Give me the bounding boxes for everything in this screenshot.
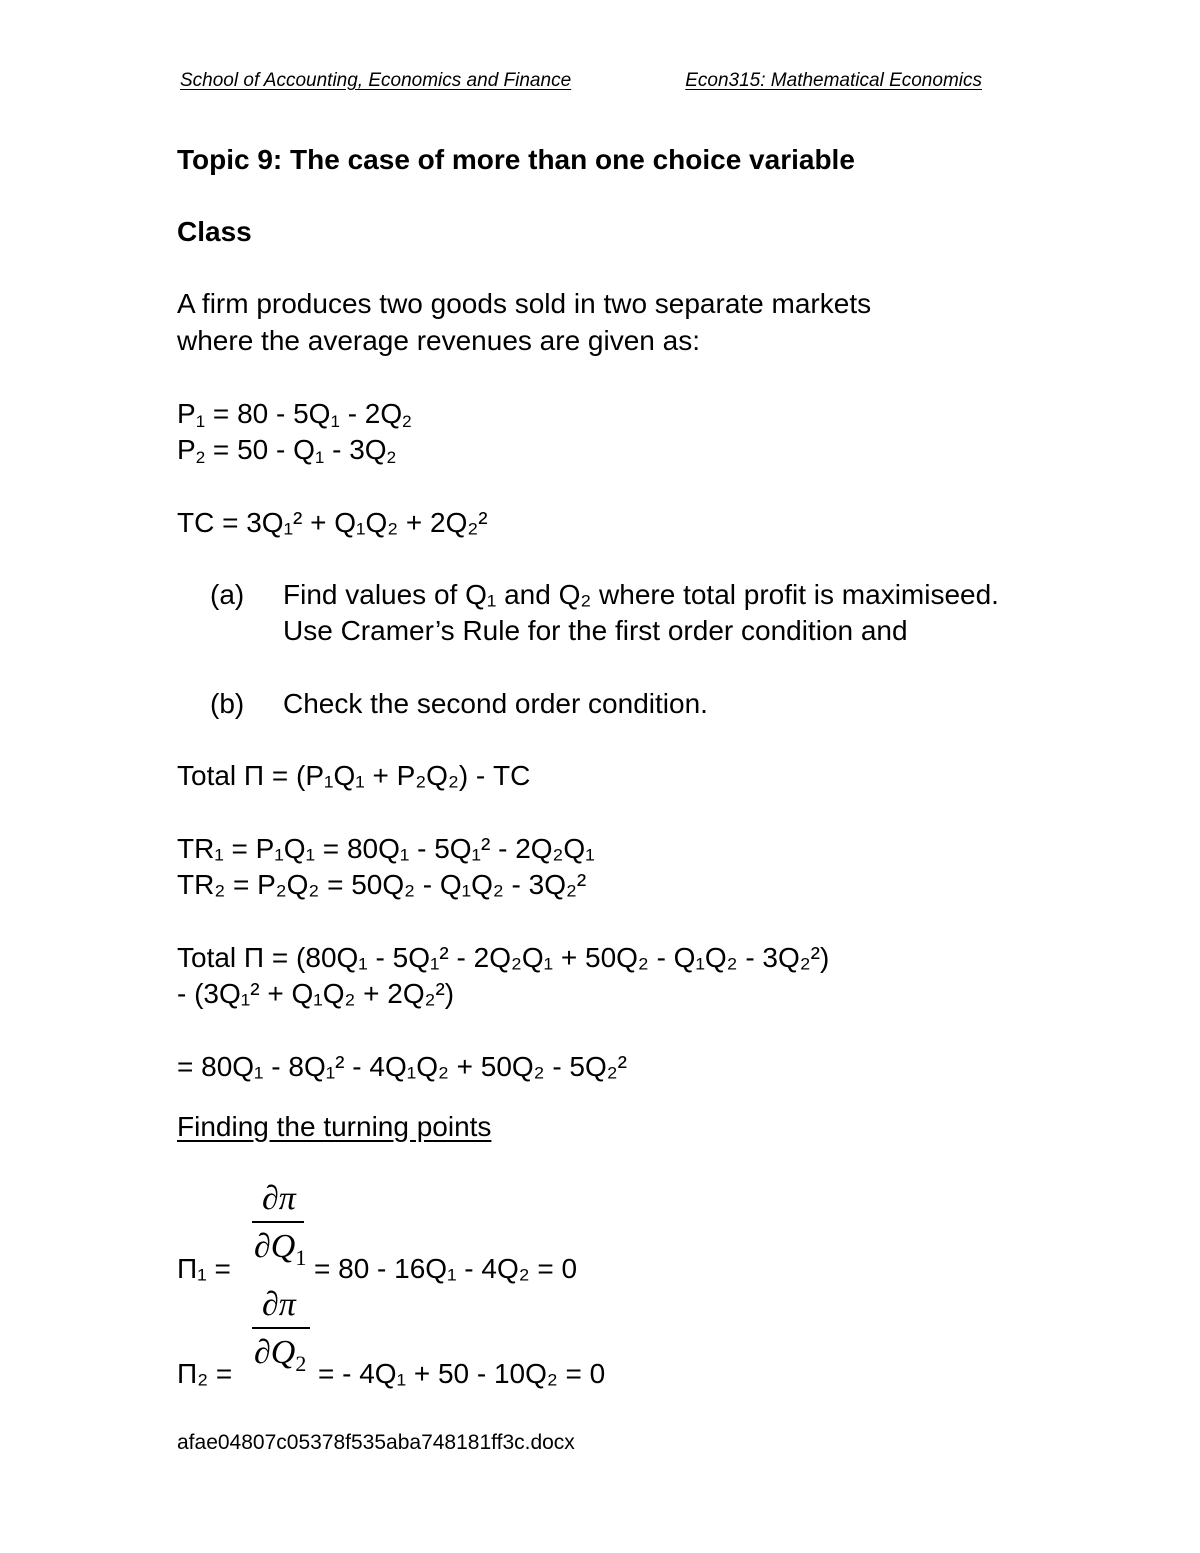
total-profit-expanded-1: Total Π = (80Q₁ - 5Q₁² - 2Q₂Q₁ + 50Q₂ - Q₁Q₂ - 3Q₂²) [177,942,830,973]
intro-line-2: where the average revenues are given as: [177,325,700,356]
total-profit-definition: Total Π = (P₁Q₁ + P₂Q₂) - TC [177,760,531,791]
pi1-fraction-bar [252,1221,304,1223]
equation-tr2: TR₂ = P₂Q₂ = 50Q₂ - Q₁Q₂ - 3Q₂² [177,869,587,900]
pi2-equation: = - 4Q₁ + 50 - 10Q₂ = 0 [318,1358,606,1389]
question-a-text: Find values of Q₁ and Q₂ where total profit is maximiseed. Use Cramer’s Rule for the first order condition and [283,579,999,646]
header-course: Econ315: Mathematical Economics [685,70,982,91]
total-profit-expanded-2: - (3Q₁² + Q₁Q₂ + 2Q₂²) [177,978,455,1009]
pi1-numerator: ∂π [262,1180,296,1217]
pi1-lhs: Π₁ = [177,1253,231,1284]
footer-filename: afae04807c05378f535aba748181ff3c.docx [177,1431,575,1454]
turning-points-heading: Finding the turning points [177,1111,492,1142]
pi2-lhs: Π₂ = [177,1358,233,1389]
pi2-numerator: ∂π [262,1286,296,1323]
equation-tc: TC = 3Q₁² + Q₁Q₂ + 2Q₂² [177,507,488,538]
equation-p1: $P_1 = 80 - 5Q_1 - 2Q_2$ [177,398,412,431]
total-profit-simplified: = 80Q₁ - 8Q₁² - 4Q₁Q₂ + 50Q₂ - 5Q₂² [177,1051,627,1082]
equation-p2: $P_2 = 50 - Q_1 - 3Q_2$ [177,434,397,467]
question-b-text: Check the second order condition. [283,688,708,719]
pi2-fraction-bar [252,1327,310,1329]
pi1-equation: = 80 - 16Q₁ - 4Q₂ = 0 [314,1253,578,1284]
pi2-denominator: $\partial Q_2$ [254,1334,307,1376]
header-school: School of Accounting, Economics and Finance [180,70,572,91]
equation-tr1: TR₁ = P₁Q₁ = 80Q₁ - 5Q₁² - 2Q₂Q₁ [177,833,595,864]
intro-line-1: A firm produces two goods sold in two separate markets [177,288,872,319]
question-a-label: (a) [210,579,245,610]
page-title: Topic 9: The case of more than one choice variable [177,144,855,175]
pi1-denominator: $\partial Q_1$ [254,1228,307,1270]
question-b-label: (b) [210,688,245,719]
section-heading: Class [177,216,252,247]
